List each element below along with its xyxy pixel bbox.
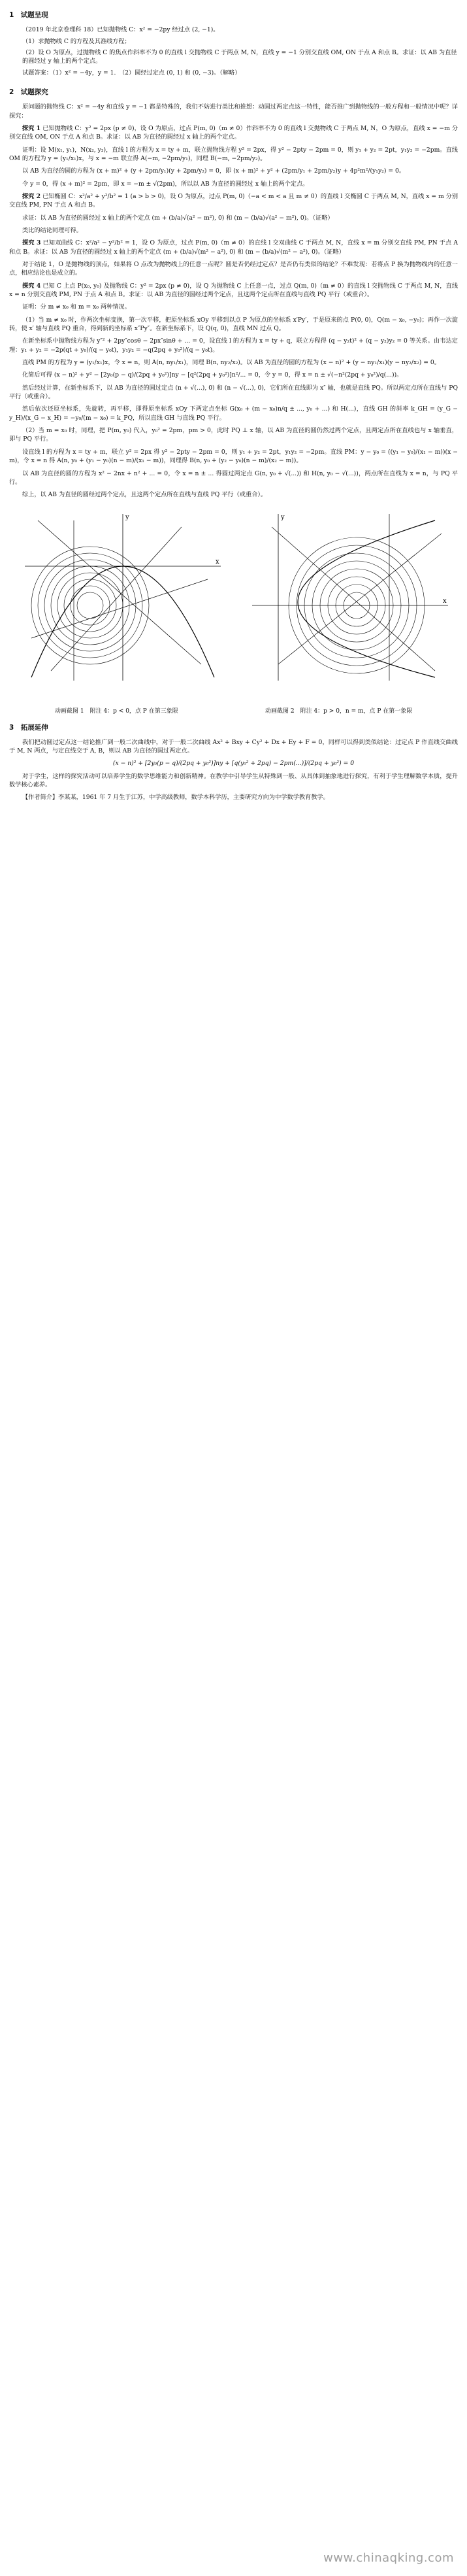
section3-para2: 对于学生，这样的探究活动可以培养学生的数学思维能力和创新精神。在教学中引导学生从特殊到一般、从具体到抽象地进行探究，有利于学生理解数学本质，提升数学核心素养。 — [9, 772, 458, 789]
axis-label-y: y — [125, 513, 129, 521]
caption-left: 动画截图 1 附注 4：p < 0，点 P 在第三象限 — [55, 707, 178, 715]
section3-heading: 3 拓展延伸 — [9, 723, 48, 732]
case1: （1）当 m ≠ x₀ 时，作两次坐标变换，第一次平移，把原坐标系 xOy 平移到以点 P 为原点的坐标系 x′Py′，于是原来的点 P(0, 0)，Q(m − x₀, −y₀)；再作一次旋转，使 x′ 轴与直线 PQ 重合，得到新的坐标系 x″Py″。在新坐标系下，设 Q(q, 0)，直线 MN 过点 Q。 — [9, 316, 458, 333]
analog-note: 类比的结论同理可得。 — [22, 226, 82, 234]
axis-label-x: x — [443, 597, 447, 605]
inquiry1-title: 探究 1 — [22, 124, 41, 132]
parabola-circles-figure-2 — [239, 507, 455, 684]
figure-captions — [9, 707, 458, 719]
inquiry2 — [9, 192, 458, 210]
conclusion2: 求证：以 AB 为直径的圆经过 x 轴上的两个定点 (m + (b/a)√(a² − m²), 0) 和 (m − (b/a)√(a² − m²), 0)。（证略） — [22, 214, 334, 222]
inquiry4-title: 探究 4 — [22, 282, 41, 290]
case2: （2）当 m = x₀ 时，同理，把 P(m, y₀) 代入，y₀² = 2pm，pm > 0，此时 PQ ⊥ x 轴，以 AB 为直径的圆仍然过两个定点，且两定点所在直线也与 x 轴垂直，即与 PQ 平行。 — [9, 427, 458, 443]
case2-detail: 设直线 l 的方程为 x = ty + m，联立 y² = 2px 得 y² − 2pty − 2pm = 0，则 y₁ + y₂ = 2pt，y₁y₂ = −2pm。直线 PM：y − y₀ = ((y₁ − y₀)/(x₁ − m))(x − m)，令 x = n 得 A(n, y₀ + (y₁ − y₀)(n − m)/(x₁ − m))，同理得 B(n, y₀ + (y₂ − y₀)(n − m)/(x₂ − m))。 — [9, 448, 458, 465]
case2-conclusion: 以 AB 为直径的圆的方程为 x² − 2nx + n² + ... = 0，令 x = n ± ... 得圆过两定点 G(n, y₀ + √(...)) 和 H(n, y₀ − √(...))，两点所在直线为 x = n，与 PQ 平行。 — [9, 469, 458, 486]
problem-q1: （1）求抛物线 C 的方程及其准线方程； — [22, 37, 131, 45]
site-watermark: www.chinaqking.com — [323, 2551, 454, 2565]
problem-intro: （2019 年北京卷理科 18）已知抛物线 C：x² = −2py 经过点 (2, −1)。 — [22, 26, 219, 34]
section2-intro: 原问题的抛物线 C：x² = −4y 和直线 y = −1 都是特殊的，我们不妨进行类比和推想：动圆过两定点这一特性，能否推广到抛物线的一般方程和一般情况中呢？详探究： — [9, 103, 458, 120]
section3-para1: 我们把动圆过定点这一结论推广到一般二次曲线中，对于一般二次曲线 Ax² + Bxy + Cy² + Dx + Ey + F = 0，同样可以得到类似结论：过定点 P 作直线交曲线于 M, N 两点，与定直线交于 A, B，则以 AB 为直径的圆过两定点。 — [9, 738, 458, 755]
inquiry4 — [9, 282, 458, 299]
section2-heading: 2 试题探究 — [9, 88, 48, 96]
axis-label-x: x — [216, 558, 219, 566]
problem-q2: （2）设 O 为原点，过抛物线 C 的焦点作斜率不为 0 的直线 l 交抛物线 C 于两点 M, N，直线 y = −1 分别交直线 OM, ON 于点 A 和点 B。求证：以 AB 为直径的圆经过 y 轴上的两个定点。 — [22, 48, 457, 65]
inquiry3-title: 探究 3 — [22, 239, 41, 247]
back-transform: 然后依次还原坐标系，先旋转，再平移，即得原坐标系 xOy 下两定点坐标 G(x₀ + (m − x₀)n/q ± ..., y₀ + ...) 和 H(...)，直线 GH 的斜率 k_GH = (y_G − y_H)/(x_G − x_H) = −y₀/(m − x₀) = k_PQ，所以直线 GH 与直线 PQ 平行。 — [9, 405, 458, 422]
axis-label-y: y — [281, 513, 285, 521]
conclusion1: 令 y = 0，得 (x + m)² = 2pm，即 x = −m ± √(2pm)，所以以 AB 为直径的圆经过 x 轴上的两个定点。 — [22, 180, 309, 188]
circle-eq1: 以 AB 为直径的圆的方程为 (x + m)² + (y + 2pm/y₁)(y + 2pm/y₂) = 0，即 (x + m)² + y² + (2pm/y₁ + 2pm/y₂)y + 4p²m²/(y₁y₂) = 0。 — [22, 167, 406, 175]
inquiry2-title: 探究 2 — [22, 192, 41, 200]
case1-detail: 在新坐标系中抛物线方程为 y″² + 2py″cosθ − 2px″sinθ + ... = 0，设直线 l 的方程为 x = ty + q，联立方程得 (q − y₂t)² + (q − y₂)y₂ = 0 等关系。由韦达定理：y₁ + y₂ = −2p(qt + y₀)/(q − y₀t)，y₁y₂ = −q(2pq + y₀²)/(q − y₀t)。 — [9, 337, 458, 354]
inquiry3 — [9, 239, 458, 256]
inquiry3-text: 已知双曲线 C：x²/a² − y²/b² = 1，设 O 为原点，过点 P(m, 0)（m ≠ 0）的直线 l 交双曲线 C 于两点 M, N，直线 x = m 分别交直线 PM, PN 于点 A 和点 B。求证：以 AB 为直径的圆经过 x 轴上的两个定点 (m + (b/a)√(m² − a²), 0) 和 (m − (b/a)√(m² − a²), 0)。（证略） — [9, 239, 459, 256]
proof1: 证明：设 M(x₁, y₁)，N(x₂, y₂)，直线 l 的方程为 x = ty + m，联立抛物线方程 y² = 2px，得 y² − 2pty − 2pm = 0，则 y₁ + y₂ = 2pt，y₁y₂ = −2pm。直线 OM 的方程为 y = (y₁/x₁)x，与 x = −m 联立得 A(−m, −2pm/y₁)，同理 B(−m, −2pm/y₂)。 — [9, 146, 458, 162]
conclusion4: 然后经过计算，在新坐标系下，以 AB 为直径的圆过定点 (n + √(...), 0) 和 (n − √(...), 0)，它们所在直线即为 x″ 轴，也就是直线 PQ。所以两定点所在直线与 PQ 平行（或重合）。 — [9, 384, 458, 401]
transition: 对于结论 1，O 是抛物线的顶点，如果将 O 点改为抛物线上的任意一点呢？圆是否仍经过定点？是否仍有类似的结论？不难发现：若将点 P 换为抛物线内的任意一点，相应结论也是成立的。 — [9, 260, 458, 277]
inquiry1 — [9, 124, 458, 142]
parabola-circles-figure-1 — [12, 507, 227, 684]
circle-family — [31, 547, 149, 664]
proof4-intro: 证明：分 m ≠ x₀ 和 m = x₀ 两种情况。 — [22, 303, 131, 311]
figure-row — [9, 507, 458, 703]
author-note: 【作者简介】李某某，1961 年 7 月生于江苏，中学高级教师，数学本科学历，主要研究方向为中学数学教育教学。 — [22, 794, 329, 802]
inquiry1-text: 已知抛物线 C：y² = 2px (p ≠ 0)，设 O 为原点，过点 P(m, 0)（m ≠ 0）作斜率不为 0 的直线 l 交抛物线 C 于两点 M, N，O 为原点，直线 x = −m 分别交直线 OM, ON 于点 A 和点 B。求证：以 AB 为直径的圆经过 x 轴上的两个定点。 — [9, 124, 459, 141]
section1-heading: 1 试题呈现 — [9, 11, 48, 19]
animation-screenshot-1 — [12, 507, 227, 684]
section3-formula: (x − n)² + [2y₀(p − q)/(2pq + y₀²)]ny + [q(y₀² + 2pq) − 2pm(...)]/(2pq + y₀²) = 0 — [112, 760, 355, 768]
problem-answer: 试题答案：（1）x² = −4y，y = 1. （2）圆经过定点 (0, 1) 和 (0, −3)。（解略） — [22, 69, 241, 76]
final-conclusion: 综上，以 AB 为直径的圆经过两个定点，且这两个定点所在直线与直线 PQ 平行（或重合）。 — [22, 491, 267, 499]
simplify: 化简后可得 (x − n)² + y² − [2y₀(p − q)/(2pq + y₀²)]ny − [q²(2pq + y₀²)]n²/... = 0，令 y = 0，得 x = n ± √(−n²(2pq + y₀²)/q(...))。 — [22, 371, 403, 379]
parabola-curve — [298, 520, 435, 677]
animation-screenshot-2 — [239, 507, 455, 684]
circle-eq4: 直线 PM 的方程为 y = (y₁/x₁)x，令 x = n，则 A(n, ny₁/x₁)，同理 B(n, ny₂/x₂)。以 AB 为直径的圆的方程为 (x − n)² + (y − ny₁/x₁)(y − ny₂/x₂) = 0。 — [22, 359, 440, 367]
inquiry4-text: 已知 C 上点 P(x₀, y₀) 及抛物线 C：y² = 2px (p ≠ 0)，设 Q 为抛物线 C 上任意一点，过点 Q(m, 0)（m ≠ 0）的直线 l 交抛物线 C 于两点 M, N，直线 x = n 分别交直线 PM, PN 于点 A 和点 B。求证：以 AB 为直径的圆经过两个定点，且这两个定点所在直线与直线 PQ 平行（或重合）。 — [9, 282, 459, 298]
caption-right: 动画截图 2 附注 4：p > 0，n = m，点 P 在第一象限 — [265, 707, 413, 715]
inquiry2-text: 已知椭圆 C：x²/a² + y²/b² = 1 (a > b > 0)，设 O 为原点，过点 P(m, 0)（−a < m < a 且 m ≠ 0）的直线 l 交椭圆 C 于两点 M, N，直线 x = m 分别交直线 PM, PN 于点 A 和点 B。 — [9, 192, 459, 209]
